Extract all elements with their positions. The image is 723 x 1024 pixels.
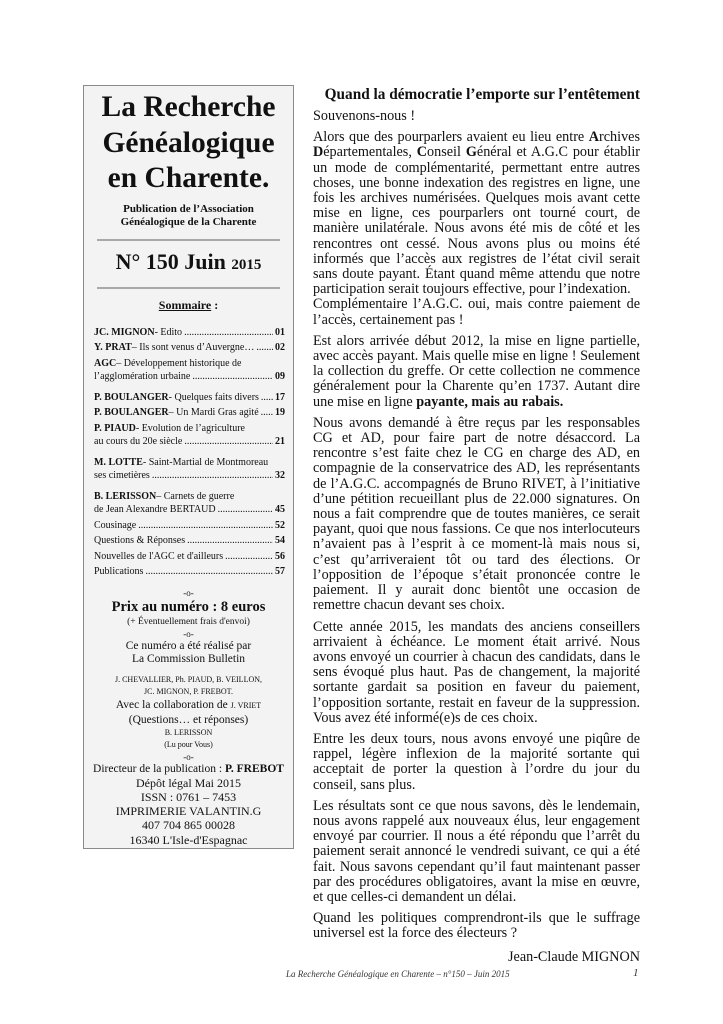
masthead-box <box>83 85 294 849</box>
text: D <box>313 144 324 161</box>
director <box>84 763 293 776</box>
toc-leader <box>184 435 273 449</box>
toc-title: Nouvelles de l'AGC et d'ailleurs <box>94 550 224 562</box>
toc-author: M. LOTTE <box>94 456 143 468</box>
toc-item[interactable] <box>94 422 285 449</box>
divider <box>97 239 280 241</box>
text: épartementales, <box>323 144 417 161</box>
toc-page: 02 <box>275 342 285 353</box>
toc-page: 57 <box>275 566 285 577</box>
summary-colon: : <box>211 297 219 312</box>
text: Alors que des pourparlers avaient eu lieu entre <box>313 129 589 146</box>
page-footer: La Recherche Généalogique en Charente – n°150 – Juin 2015 <box>286 969 510 979</box>
title-line: La Recherche <box>101 91 276 123</box>
toc-item[interactable] <box>94 550 285 564</box>
toc-leader <box>261 391 273 405</box>
director-label: Directeur de la publication : <box>93 762 225 775</box>
toc-page: 56 <box>275 550 285 562</box>
text: rchives <box>599 129 640 146</box>
legal-line: Dépôt légal Mai 2015 <box>136 775 241 790</box>
credits-line: Ce numéro a été réalisé par <box>125 639 252 652</box>
toc-author: AGC <box>94 357 117 369</box>
toc-leader <box>192 370 273 384</box>
toc-title: - Evolution de l’agriculture <box>135 422 245 434</box>
toc-leader <box>152 469 273 483</box>
collab2-role: (Lu pour Vous) <box>164 739 213 749</box>
toc-title: - Quelques faits divers <box>168 391 259 403</box>
price-note: (+ Éventuellement frais d'envoi) <box>127 616 250 627</box>
toc-item[interactable] <box>94 357 285 384</box>
issue-label: N° 150 Juin <box>115 248 226 274</box>
paragraph <box>313 130 640 297</box>
toc-item[interactable] <box>94 534 285 548</box>
text: énéral et A.G.C pour établir un mode de complémentarité, permettant entre autres choses, une bonne indexation des registres en ligne, une fois les archives numérisées. Quelques mois avant cette mise en ligne, ces pourparlers ont tourné court, de manière unilatérale. Nous avons été mis de côté et les rencontres ont cessé. Nous avons plus ou moins été informés que l’accès aux registres de l’état civil serait sans doute payant. Étant quand même attendu que notre participation serait toujours effective, pour l’indexation. <box>313 144 640 298</box>
text: Est alors arrivée début 2012, la mise en ligne partielle, avec accès payant. Mais quelle mise en ligne ! Seulement la collection du greffe. Or cette collection ne commence généralement pour la Charente qu’en 1737. Autant dire une mise en ligne <box>313 332 640 410</box>
toc-title: – Ils sont venus d’Auvergne… <box>131 342 255 353</box>
toc-title: – Carnets de guerre <box>156 490 235 502</box>
toc-author: B. LERISSON <box>94 490 157 502</box>
toc-page: 54 <box>275 535 285 546</box>
toc-item[interactable] <box>94 341 285 355</box>
table-of-contents <box>84 326 293 579</box>
article-title: Quand la démocratie l’emporte sur l’entêtement <box>324 86 640 103</box>
publisher <box>84 203 293 229</box>
toc-title-continued: au cours du 20e siècle <box>94 436 183 447</box>
toc-title-continued: l’agglomération urbaine <box>94 371 191 382</box>
journal-title <box>84 90 293 197</box>
toc-author: Y. PRAT <box>94 342 132 353</box>
article <box>313 86 640 965</box>
director-name: P. FREBOT <box>224 762 284 775</box>
paragraph: Souvenons-nous ! <box>313 108 416 124</box>
toc-item[interactable] <box>94 519 285 533</box>
paragraph: Entre les deux tours, nous avons envoyé une piqûre de rappel, légère inflexion de la majorité sortante qui acceptait de porter la question à l’ordre du jour du conseil, sans plus. <box>313 730 640 793</box>
toc-leader <box>187 534 273 548</box>
toc-item[interactable] <box>94 391 285 405</box>
collab-name: J. VRIET <box>230 700 262 710</box>
toc-item[interactable] <box>94 565 285 579</box>
collaboration <box>84 698 293 713</box>
members-line: J. CHEVALLIER, Ph. PIAUD, B. VEILLON, <box>114 674 263 684</box>
collab2-name: B. LERISSON <box>164 727 213 737</box>
publisher-line: Publication de l’Association <box>123 202 254 215</box>
paragraph: Quand les politiques comprendront-ils que le suffrage universel est la force des électeurs ? <box>313 910 640 942</box>
toc-page: 01 <box>275 326 285 338</box>
toc-title-continued: ses cimetières <box>94 470 150 481</box>
toc-item[interactable] <box>94 456 285 483</box>
members-line: JC. MIGNON, P. FREBOT. <box>144 686 233 696</box>
legal-line: 407 704 865 00028 <box>142 818 235 833</box>
text: C <box>416 144 428 161</box>
text: G <box>465 144 477 161</box>
toc-page: 45 <box>275 504 285 515</box>
text: onseil <box>427 144 466 161</box>
issue-year: 2015 <box>231 256 262 273</box>
toc-page: 52 <box>275 519 285 531</box>
toc-leader <box>225 550 273 564</box>
summary-label: Sommaire <box>158 297 212 312</box>
collab-role: (Questions… et réponses) <box>128 713 249 726</box>
title-line: Généalogique <box>102 126 275 159</box>
toc-author: P. BOULANGER <box>94 407 169 418</box>
divider <box>97 287 280 289</box>
toc-title: - Saint-Martial de Montmoreau <box>142 456 269 468</box>
paragraph <box>313 334 640 410</box>
toc-title-continued: de Jean Alexandre BERTAUD <box>94 504 216 515</box>
toc-item[interactable] <box>94 406 285 420</box>
paragraph: Complémentaire l’A.G.C. oui, mais contre paiement de l’accès, certainement pas ! <box>313 296 640 328</box>
toc-leader <box>145 565 273 579</box>
separator: -o- <box>183 587 194 598</box>
publisher-line: Généalogique de la Charente <box>120 215 257 228</box>
toc-leader <box>261 406 273 420</box>
toc-page: 21 <box>275 436 285 447</box>
toc-title: Questions & Réponses <box>94 535 186 546</box>
toc-leader <box>256 341 273 355</box>
toc-leader <box>218 503 273 517</box>
toc-title: – Un Mardi Gras agité <box>168 407 259 418</box>
toc-page: 17 <box>275 391 285 403</box>
paragraph: Les résultats sont ce que nous savons, dès le lendemain, nous avons rappelé aux nouveaux élus, leur engagement envoyé par courrier. Il nous a été répondu que l’arrêt du paiement serait annoncé le vendredi suivant, ce qui a été fait. Nous savons cependant qu’il faut maintenant passer par des procédures obligatoires, avant la mise en œuvre, et que celles-ci demandent un délai. <box>313 797 640 905</box>
paragraph: Nous avons demandé à être reçus par les responsables CG et AD, pour faire part de notre désaccord. La rencontre s’est faite chez le CG en charge des AD, en compagnie de la conservatrice des AD, les représentants de l’A.G.C. accompagnés de Bruno RIVET, à l’initiative d’une pétition recueillant plus de 22.000 signatures. On nous a fait comprendre que de toutes manières, ce serait payant, quoi que nous fassions. Ce que nos interlocuteurs n’avaient pas à l’esprit à ce moment-là mais nous si, c’est qu’arriveraient tôt ou tard des élections. Or l’opposition de l’époque s’était prononcée contre le paiement. Il y aurait donc bientôt une occasion de remettre chacun devant ses choix. <box>313 414 640 614</box>
legal-line: 16340 L'Isle-d'Espagnac <box>129 832 248 847</box>
credits-line: La Commission Bulletin <box>131 652 246 665</box>
title-line: en Charente. <box>107 162 270 194</box>
paragraph: Cette année 2015, les mandats des anciens conseillers arrivaient à échéance. Le moment était arrivé. Nous avons envoyé un courrier à chacun des candidats, dans le sens évoqué plus haut. Pas de changement, la majorité sortante gardait sa position en faveur du paiement, l’opposition sortante, restait en faveur de la suppression. Vous avez été informé(e)s de ces choix. <box>313 618 640 726</box>
page-number: 1 <box>633 967 639 979</box>
text: A <box>588 129 600 146</box>
toc-item[interactable] <box>94 490 285 517</box>
signature: Jean-Claude MIGNON <box>508 948 640 965</box>
toc-title: Publications <box>94 566 144 577</box>
text: payante, mais au rabais. <box>416 393 564 410</box>
toc-author: JC. MIGNON <box>94 326 155 338</box>
toc-title: - Edito <box>154 326 183 338</box>
legal-line: IMPRIMERIE VALANTIN.G <box>115 804 262 819</box>
separator: -o- <box>183 628 194 639</box>
toc-title: Cousinage <box>94 519 137 531</box>
issue-number <box>84 249 293 278</box>
toc-page: 09 <box>275 371 285 382</box>
toc-page: 32 <box>275 470 285 481</box>
legal-line: ISSN : 0761 – 7453 <box>140 789 237 804</box>
toc-page: 19 <box>275 407 285 418</box>
toc-leader <box>138 519 273 533</box>
toc-item[interactable] <box>94 326 285 340</box>
separator: -o- <box>183 751 194 762</box>
summary-heading <box>84 298 293 313</box>
toc-leader <box>184 326 273 340</box>
toc-author: P. BOULANGER <box>94 391 169 403</box>
toc-author: P. PIAUD <box>94 422 136 434</box>
price: Prix au numéro : 8 euros <box>111 598 266 615</box>
toc-title: – Développement historique de <box>116 357 242 369</box>
collab-label: Avec la collaboration de <box>115 698 231 711</box>
